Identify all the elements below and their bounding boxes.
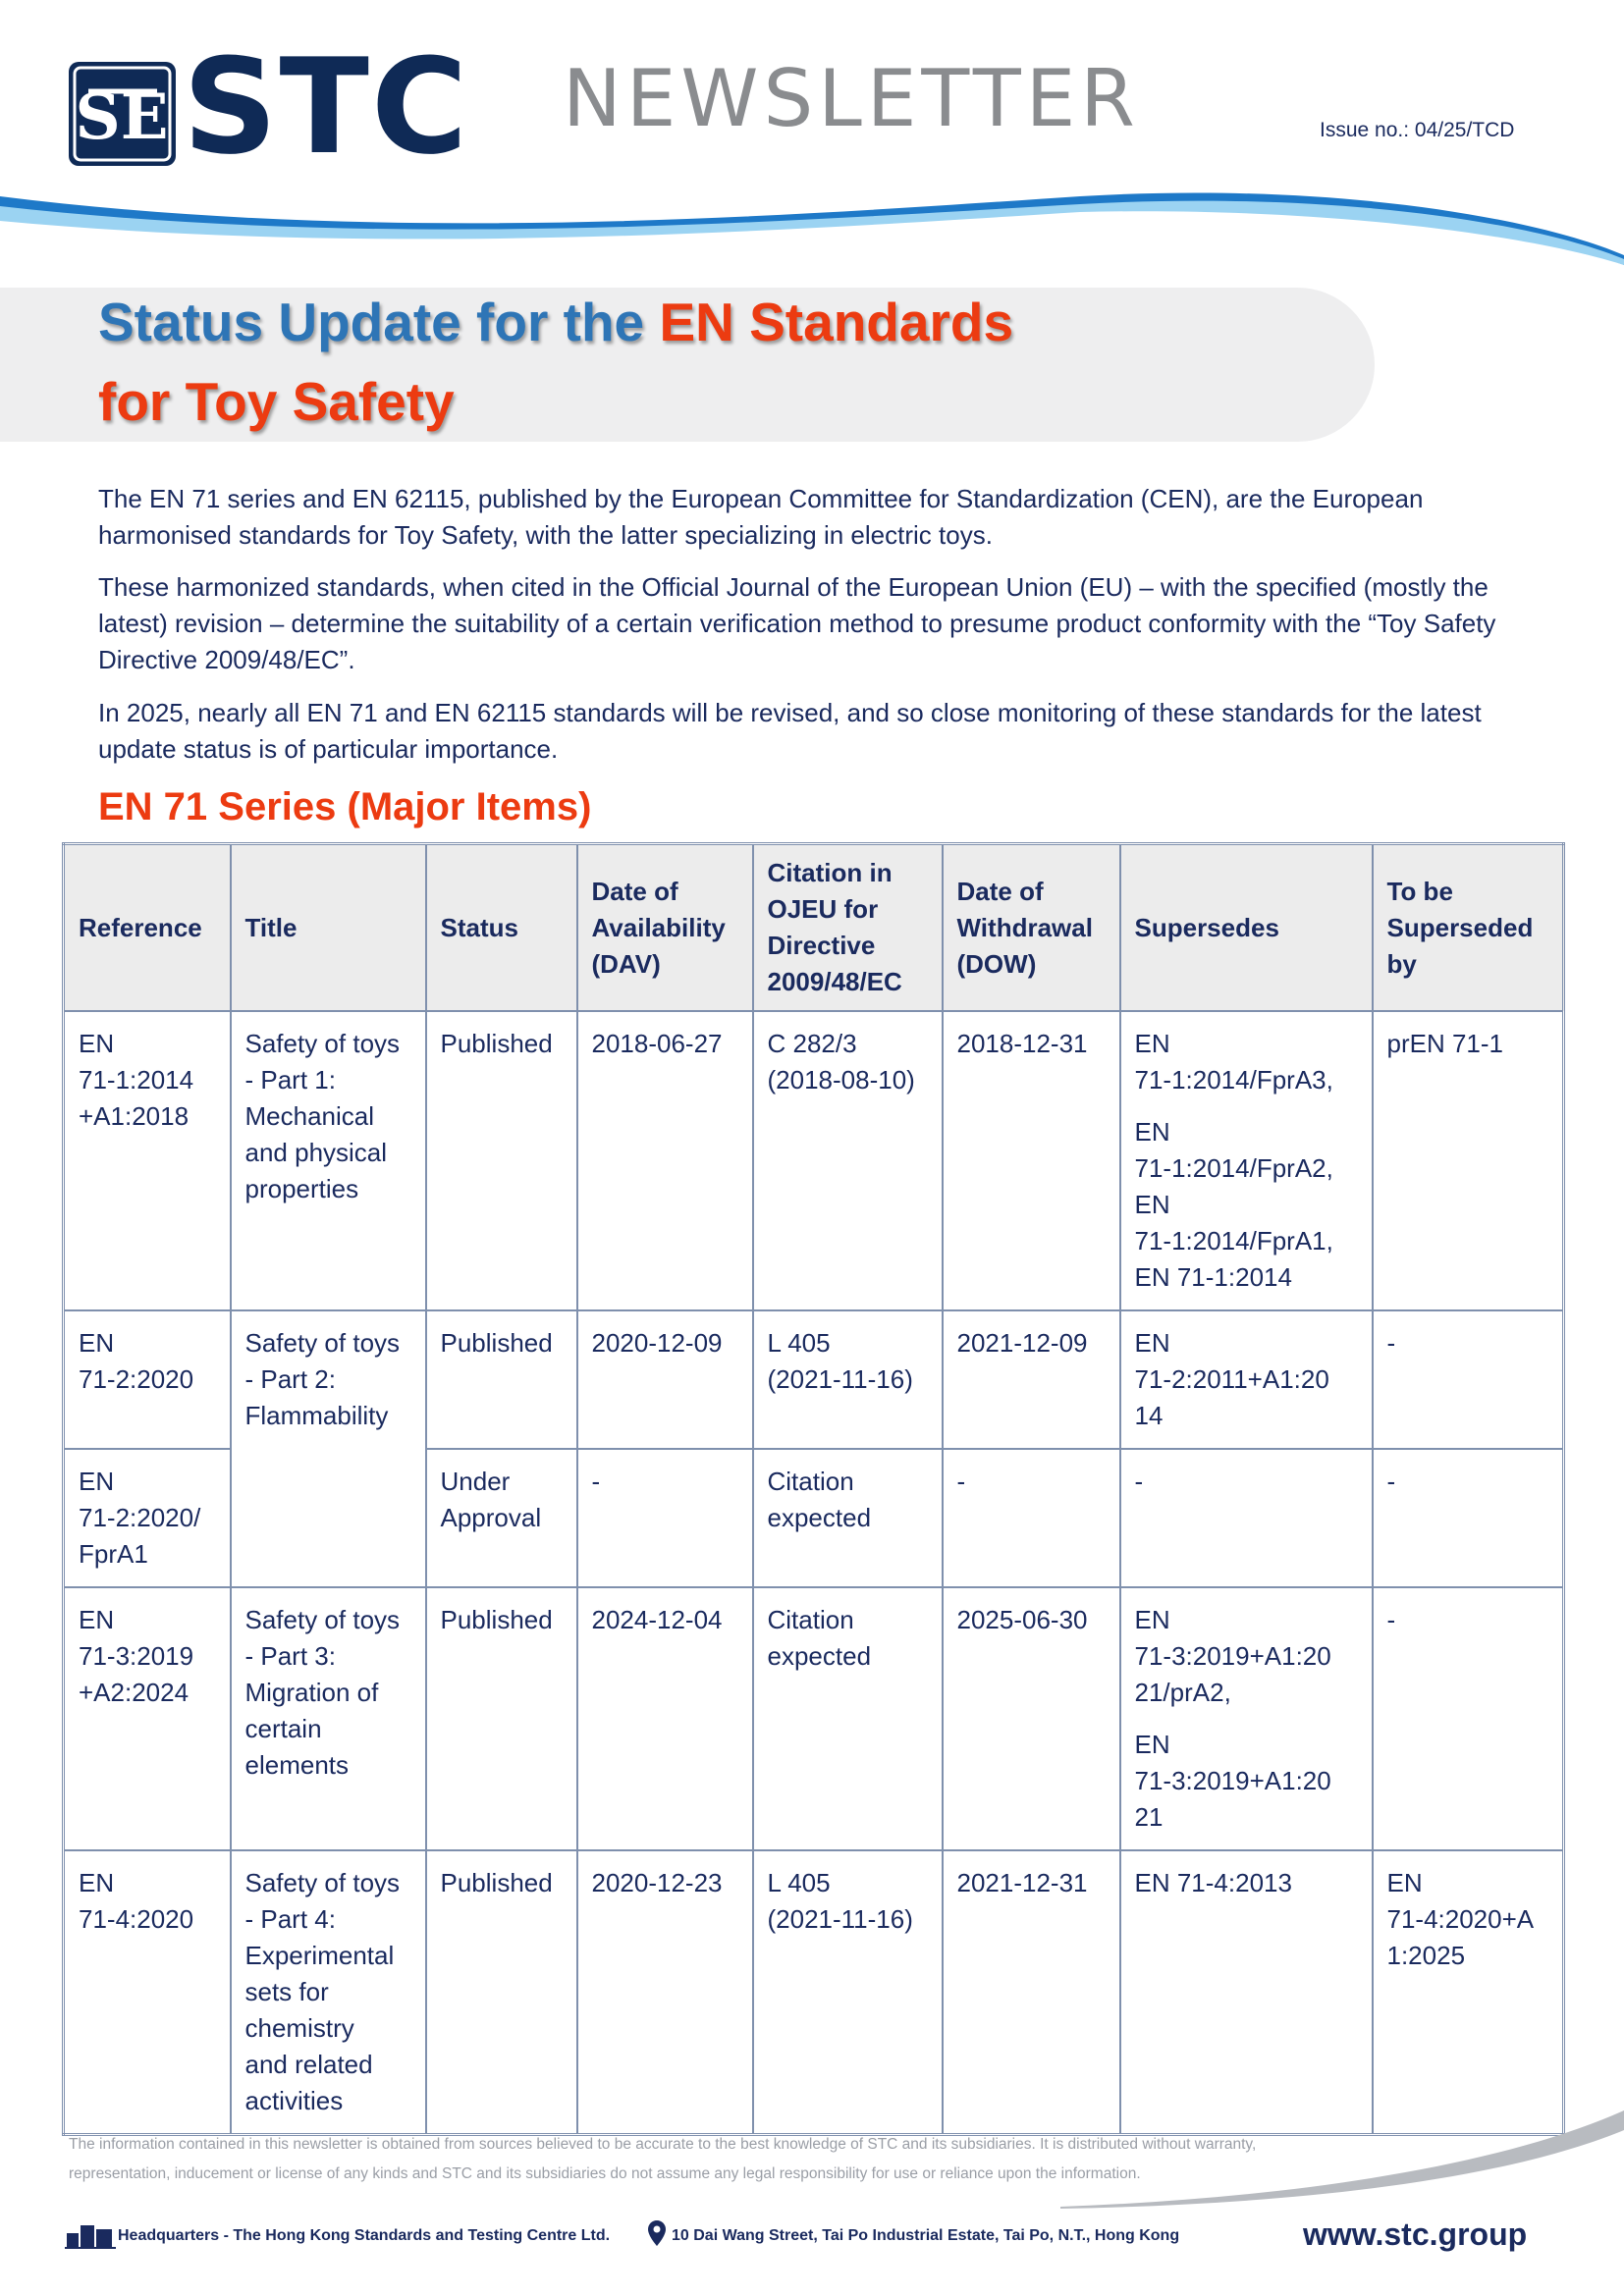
intro-paragraph-2: These harmonized standards, when cited in the Official Journal of the European Union (EU) – with the specified (mostly the latest) revision – determine the suitability of a certain verification method to presume product conformity with the “Toy Safety Directive 2009/48/EC”. [98,572,1496,674]
cell-supersedes: EN 71-4:2013 [1120,1850,1373,2135]
stc-logo-mark [69,62,176,166]
cell-status: Published [426,1587,577,1850]
cell-reference: EN 71-3:2019 +A2:2024 [64,1587,231,1850]
cell-superseded-by: - [1373,1449,1564,1587]
header-title: Title [231,844,426,1012]
header-status: Status [426,844,577,1012]
intro-paragraph-3: In 2025, nearly all EN 71 and EN 62115 standards will be revised, and so close monitoring of these standards for the latest update status is of particular importance. [98,698,1482,764]
cell-dow: 2021-12-09 [943,1310,1120,1449]
cell-citation: L 405 (2021-11-16) [753,1850,943,2135]
intro-paragraph-1: The EN 71 series and EN 62115, published by the European Committee for Standardization (CEN), are the European harmonised standards for Toy Safety, with the latter specializing in electric toys. [98,484,1424,550]
header-citation: Citation in OJEU for Directive 2009/48/EC [753,844,943,1012]
table-row [64,1587,1564,1850]
cell-reference: EN 71-2:2020/ FprA1 [64,1449,231,1587]
cell-title: Safety of toys - Part 3: Migration of certain elements [231,1587,426,1850]
cell-title: Safety of toys - Part 4: Experimental sets for chemistry and related activities [231,1850,426,2135]
cell-dow: 2018-12-31 [943,1011,1120,1310]
cell-reference: EN 71-1:2014 +A1:2018 [64,1011,231,1310]
cell-supersedes: - [1120,1449,1373,1587]
cell-dav: 2018-06-27 [577,1011,753,1310]
cell-citation: Citation expected [753,1449,943,1587]
page-title-line-2: for Toy Safety [98,371,455,432]
table-header-row [64,844,1564,1012]
footer-headquarters: Headquarters - The Hong Kong Standards and Testing Centre Ltd. [118,2227,611,2244]
cell-superseded-by: - [1373,1587,1564,1850]
standards-table [62,842,1565,2136]
disclaimer-text: The information contained in this newsletter is obtained from sources believed to be accurate to the best knowledge of STC and its subsidiaries. It is distributed without warranty, representation, inducement or license of any kinds and STC and its subsidiaries do not assume any legal responsibility for use or reliance upon the information. [69,2136,1257,2182]
cell-dav: 2024-12-04 [577,1587,753,1850]
header-swoosh-decoration [0,177,1624,265]
cell-status: Under Approval [426,1449,577,1587]
cell-dow: 2025-06-30 [943,1587,1120,1850]
cell-reference: EN 71-2:2020 [64,1310,231,1449]
footer-address: 10 Dai Wang Street, Tai Po Industrial Estate, Tai Po, N.T., Hong Kong [672,2227,1180,2244]
page-title-line-1 [98,291,1013,353]
header-dow: Date of Withdrawal (DOW) [943,844,1120,1012]
stc-logo-text: STC [183,30,470,184]
header-superseded-by: To be Superseded by [1373,844,1564,1012]
cell-supersedes: EN 71-2:2011+A1:20 14 [1120,1310,1373,1449]
headquarters-building-icon [65,2221,116,2249]
cell-supersedes: EN 71-1:2014/FprA3, EN 71-1:2014/FprA2, EN 71-1:2014/FprA1, EN 71-1:2014 [1120,1011,1373,1310]
footer-website-link[interactable]: www.stc.group [1303,2216,1528,2252]
issue-number: Issue no.: 04/25/TCD [1320,119,1515,141]
title-text-red: EN Standards [659,292,1014,352]
cell-title: Safety of toys - Part 1: Mechanical and physical properties [231,1011,426,1310]
cell-citation: C 282/3 (2018-08-10) [753,1011,943,1310]
cell-dow: 2021-12-31 [943,1850,1120,2135]
cell-status: Published [426,1310,577,1449]
header-supersedes: Supersedes [1120,844,1373,1012]
cell-superseded-by: EN 71-4:2020+A 1:2025 [1373,1850,1564,2135]
location-pin-icon [648,2220,666,2246]
cell-status: Published [426,1850,577,2135]
cell-citation: Citation expected [753,1587,943,1850]
header-dav: Date of Availability (DAV) [577,844,753,1012]
table-row [64,1011,1564,1310]
cell-dav: - [577,1449,753,1587]
newsletter-title: NEWSLETTER [563,53,1140,144]
section-heading: EN 71 Series (Major Items) [98,785,592,828]
cell-superseded-by: prEN 71-1 [1373,1011,1564,1310]
header-reference: Reference [64,844,231,1012]
cell-title: Safety of toys - Part 2: Flammability [231,1310,426,1587]
cell-citation: L 405 (2021-11-16) [753,1310,943,1449]
table-row [64,1310,1564,1449]
cell-dow: - [943,1449,1120,1587]
cell-supersedes: EN 71-3:2019+A1:20 21/prA2, EN 71-3:2019+A1:20 21 [1120,1587,1373,1850]
svg-text:SE: SE [75,80,169,154]
title-text-blue: Status Update for the [98,292,660,352]
cell-status: Published [426,1011,577,1310]
cell-reference: EN 71-4:2020 [64,1850,231,2135]
cell-dav: 2020-12-09 [577,1310,753,1449]
cell-dav: 2020-12-23 [577,1850,753,2135]
cell-superseded-by: - [1373,1310,1564,1449]
